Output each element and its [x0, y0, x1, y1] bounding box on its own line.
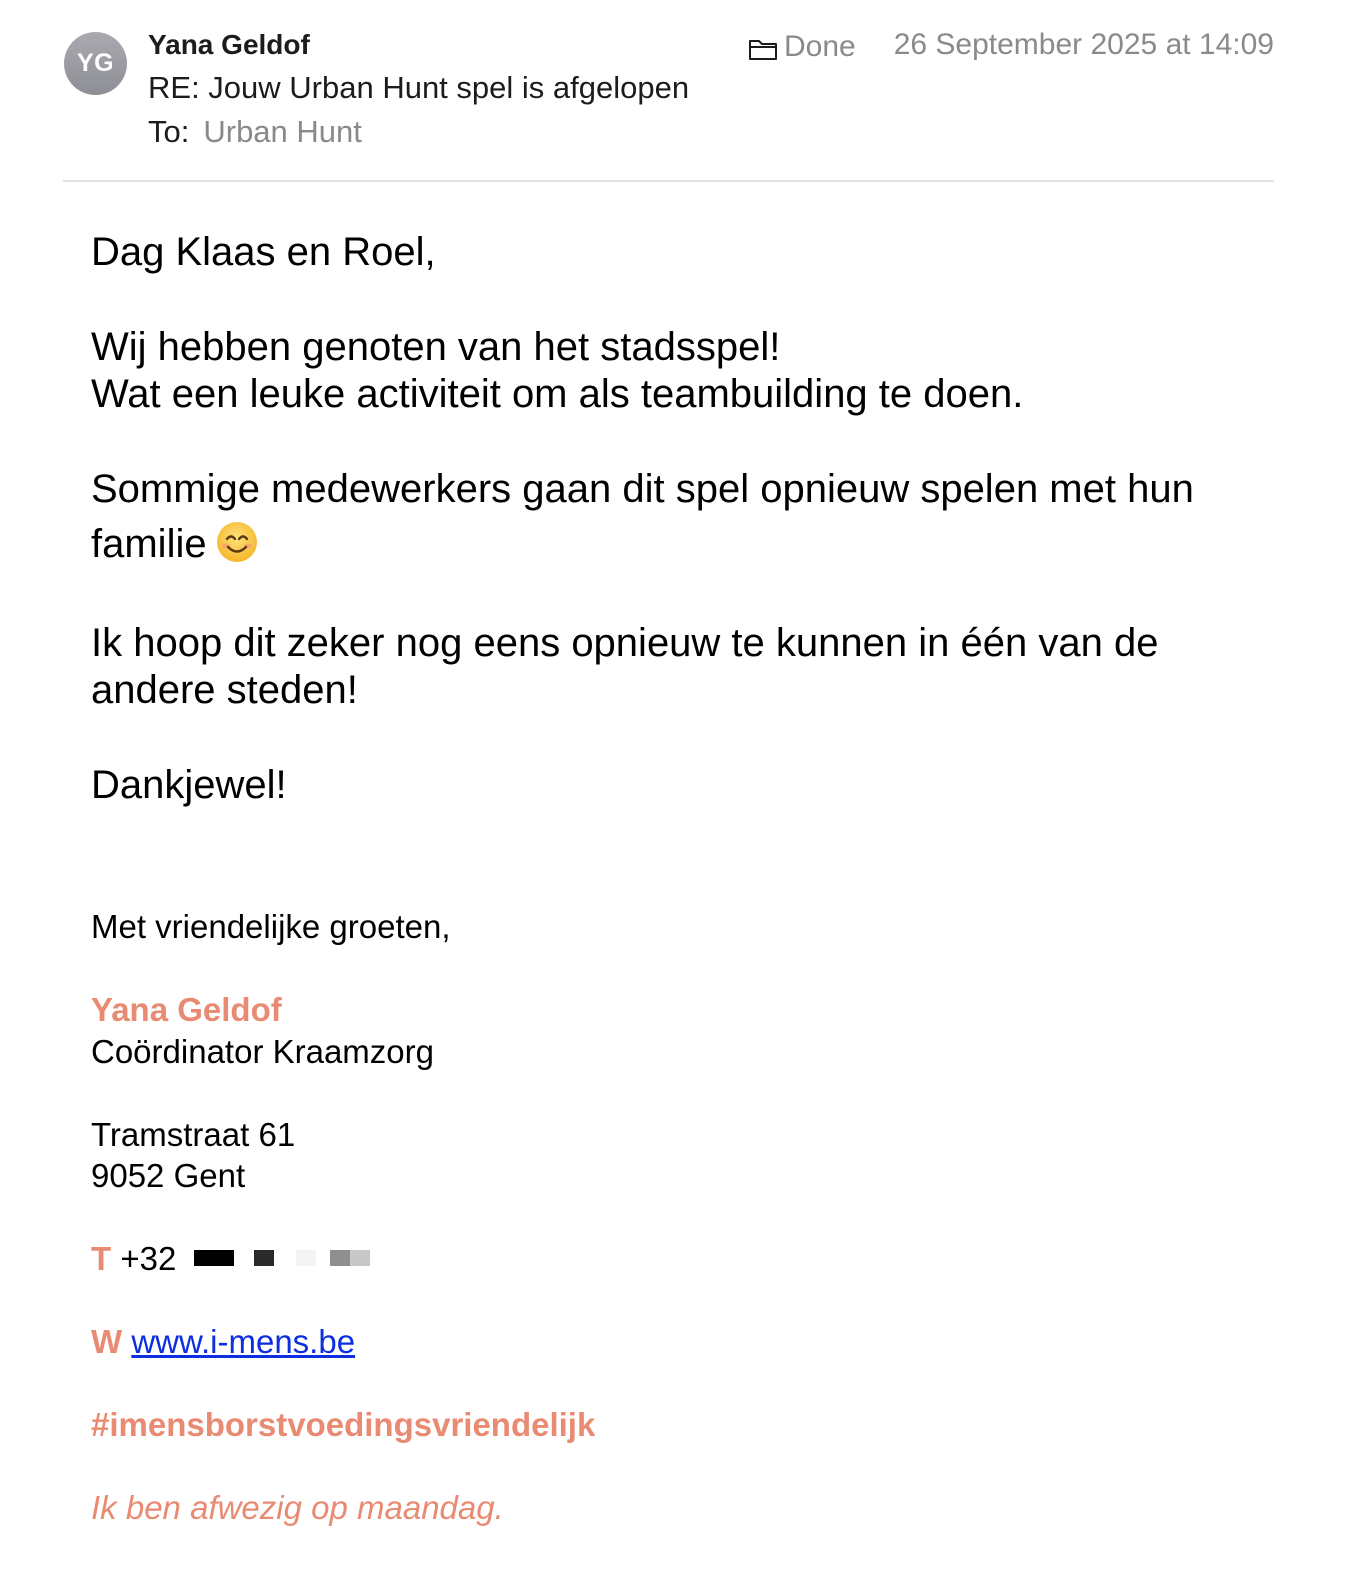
thanks: Dankjewel!: [91, 763, 287, 807]
body-line: [91, 521, 259, 568]
email-subject: RE: Jouw Urban Hunt spel is afgelopen: [148, 70, 690, 105]
signature-city: 9052 Gent: [91, 1157, 246, 1194]
signature-website: [91, 1322, 355, 1362]
body-line: andere steden!: [91, 668, 358, 712]
signature-name: Yana Geldof: [91, 991, 282, 1028]
signature-hashtag: #imensborstvoedingsvriendelijk: [91, 1406, 596, 1443]
body-text: familie: [91, 522, 207, 566]
redacted-phone-block: [330, 1250, 370, 1266]
signature-street: Tramstraat 61: [91, 1116, 296, 1153]
smiling-face-emoji: [215, 520, 259, 564]
phone-label: T: [91, 1240, 112, 1277]
header-divider: [63, 180, 1274, 182]
body-line: Wat een leuke activiteit om als teambuilding te doen.: [91, 372, 1024, 416]
email-date: 26 September 2025 at 14:09: [893, 28, 1274, 61]
recipient-row: [148, 114, 362, 150]
folder-name: Done: [784, 30, 856, 63]
to-label: To:: [148, 114, 190, 149]
sender-avatar[interactable]: YG: [64, 32, 127, 95]
mailbox-folder[interactable]: [748, 30, 856, 64]
signature-closing: Met vriendelijke groeten,: [91, 908, 451, 945]
redacted-phone-block: [194, 1250, 234, 1266]
greeting: Dag Klaas en Roel,: [91, 230, 436, 274]
sender-name[interactable]: Yana Geldof: [148, 29, 310, 60]
phone-number[interactable]: +32: [120, 1240, 177, 1277]
recipient-name[interactable]: Urban Hunt: [203, 114, 362, 149]
redacted-phone-block: [296, 1250, 316, 1266]
absence-notice: Ik ben afwezig op maandag.: [91, 1489, 504, 1526]
folder-icon: [748, 36, 778, 62]
website-link[interactable]: www.i-mens.be: [131, 1323, 356, 1360]
body-line: Wij hebben genoten van het stadsspel!: [91, 325, 781, 369]
web-label: W: [91, 1323, 123, 1360]
signature-role: Coördinator Kraamzorg: [91, 1033, 434, 1070]
body-line: Ik hoop dit zeker nog eens opnieuw te kunnen in één van de: [91, 621, 1159, 665]
redacted-phone-block: [254, 1250, 274, 1266]
signature-phone: [91, 1239, 370, 1279]
body-line: Sommige medewerkers gaan dit spel opnieuw spelen met hun: [91, 467, 1194, 511]
